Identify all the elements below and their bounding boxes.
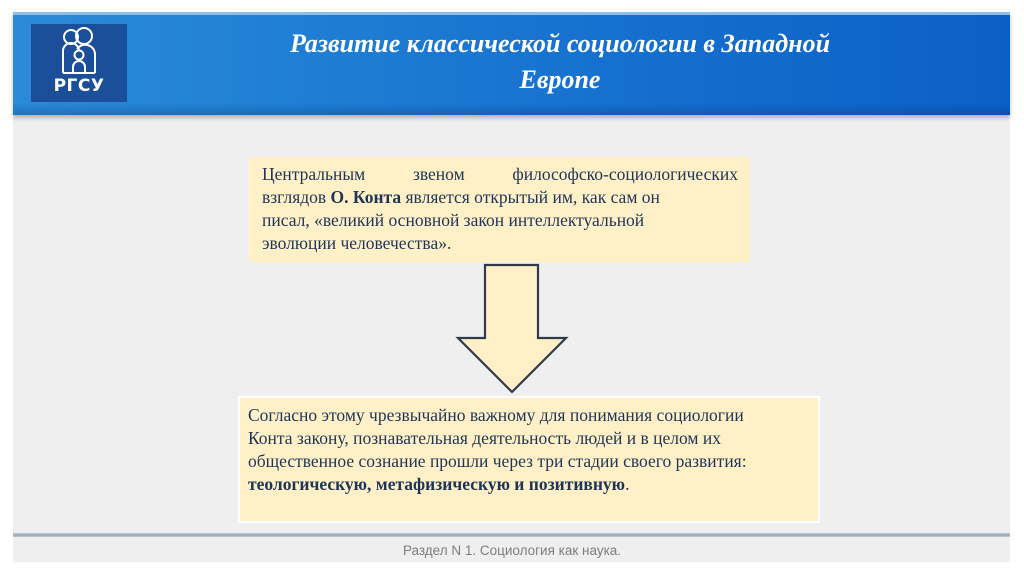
intro-line-2 xyxy=(262,187,660,207)
intro-line-1: Центральным звеном философско-социологических xyxy=(262,164,738,184)
footer-divider xyxy=(13,533,1010,537)
intro-text xyxy=(262,163,738,255)
comte-law-intro-box xyxy=(249,157,750,262)
slide-title xyxy=(160,26,960,98)
footer-section-label: Раздел N 1. Социология как наука. xyxy=(402,543,622,558)
stages-text xyxy=(248,404,808,496)
stages-line-1: Согласно этому чрезвычайно важному для понимания социологии xyxy=(248,405,744,425)
title-line-2: Европе xyxy=(519,65,601,94)
stages-line-2: Конта закону, познавательная деятельность людей и в целом их xyxy=(248,428,721,448)
title-line-1: Развитие классической социологии в Западной xyxy=(289,29,831,58)
stages-line-3: общественное сознание прошли через три стадии своего развития: xyxy=(248,451,747,471)
intro-line-3: писал, «великий основной закон интеллектуальной xyxy=(262,210,645,230)
intro-line-2-end: является открытый им, как сам он xyxy=(401,187,660,207)
logo-text: РГСУ xyxy=(53,76,105,96)
three-stages-box xyxy=(238,396,820,523)
comte-name: О. Конта xyxy=(330,187,402,207)
down-arrow-icon xyxy=(455,263,571,397)
intro-line-2-start: взглядов xyxy=(262,187,331,207)
intro-line-4: эволюции человечества». xyxy=(262,233,452,253)
family-figures-icon xyxy=(55,27,103,77)
rgsu-logo xyxy=(31,24,127,102)
three-stages-list: теологическую, метафизическую и позитивную xyxy=(248,474,626,494)
stages-line-4-end: . xyxy=(625,474,630,494)
